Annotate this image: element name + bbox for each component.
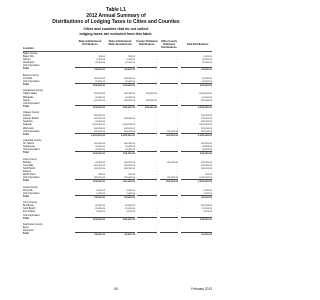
cell-value: - [160, 67, 178, 71]
cell-value: - [177, 170, 178, 174]
cell-value: xx,xxx.xx [202, 207, 212, 211]
cell-value: - [160, 217, 178, 221]
cell-value: - [177, 126, 178, 130]
cell-value: - [137, 151, 157, 155]
cell-value: xxx,xxx.xx [124, 76, 135, 80]
cell-value: xx,xxx.xx [125, 207, 135, 211]
cell-value: - [156, 114, 157, 118]
cell-value: xx,xxx.xx [105, 67, 135, 71]
cell-value: x,xxx,xxx.xx [199, 92, 212, 96]
cell-value: - [156, 173, 157, 177]
cell-value: xx,xxx.xx [181, 232, 212, 236]
cell-value: xxx,xxx.xx [105, 151, 135, 155]
cell-value: xxx,xxx.xx [124, 126, 135, 130]
cell-value: - [177, 98, 178, 102]
row-label: Total [23, 232, 29, 236]
cell-value: - [177, 207, 178, 211]
row-label: Cannon Beach [23, 117, 39, 121]
cell-value: xxx,xxx.xx [201, 120, 212, 124]
row-label: Total [23, 83, 29, 87]
total-row [23, 151, 212, 154]
cell-value: xx,xxx.xx [202, 95, 212, 99]
cell-value: xxx,xxx.xx [201, 129, 212, 133]
cell-value: xxx,xxx.xx [105, 217, 135, 221]
row-label: Crook County [23, 185, 38, 189]
row-label: Milwaukie [23, 95, 34, 99]
row-label: Deschutes County [23, 222, 43, 226]
cell-value: x,xxx,xxx.xx [105, 133, 135, 137]
cell-value: x,xxx.xx [96, 58, 105, 62]
cell-value: - [177, 76, 178, 80]
cell-value: - [156, 163, 157, 167]
cell-value: - [177, 79, 178, 83]
cell-value: xx,xxx.xx [95, 204, 105, 208]
cell-value: xxx,xxx.xx [124, 176, 135, 180]
row-label: Haines [23, 58, 31, 62]
row-label: Columbia County [23, 139, 42, 142]
row-label: Unincorporated [23, 213, 40, 217]
row-label: Total [23, 179, 29, 183]
cell-value: - [177, 117, 178, 121]
row-label: Baker County [23, 52, 38, 55]
cell-value: x,xxx,xxx.xx [181, 133, 212, 137]
cell-value: - [156, 145, 157, 149]
cell-value: x,xxx.xx [203, 210, 212, 214]
cell-value: - [156, 58, 157, 62]
cell-value: - [177, 166, 178, 170]
table-number: Table L1 [106, 7, 126, 13]
cell-value: xxx,xxx.xx [105, 83, 135, 87]
cell-value: xxx,xx [128, 55, 135, 59]
cell-value: xxx,xxx.xx [124, 142, 135, 146]
cell-value: x,xxx.xx [203, 55, 212, 59]
total-row [23, 217, 212, 220]
cell-value: xx,xxx.xx [95, 95, 105, 99]
cell-value: - [177, 191, 178, 195]
row-label: Total [23, 132, 29, 136]
row-label: Bend [23, 226, 29, 229]
cell-value: - [156, 188, 157, 192]
cell-value: xxx,xxx.xx [94, 92, 105, 96]
cell-value: x,xxx,xxx.xx [122, 123, 135, 127]
cell-value: xxx,xxx.xx [137, 105, 157, 109]
cell-value: xxx,xxx.xx [167, 176, 178, 180]
total-row [23, 133, 212, 136]
cell-value: xxx,xxx.xx [201, 160, 212, 164]
cell-value: xxx,xxx.xx [201, 142, 212, 146]
cell-value: xx,xxx.xx [181, 67, 212, 71]
cell-value: - [156, 76, 157, 80]
footer-date: February 2013 [191, 287, 212, 291]
total-row [23, 105, 212, 108]
cell-value: xxx,xxx.xx [124, 160, 135, 164]
cell-value: - [177, 145, 178, 149]
cell-value: xx,xxx.xx [125, 145, 135, 149]
row-label: Scappoose [23, 145, 35, 149]
cell-value: x,xxx.xx [126, 58, 135, 62]
cell-value: x,xxx.xx [203, 191, 212, 195]
row-label: Clackamas County [23, 89, 44, 93]
cell-value: xxx,xxx.xx [160, 133, 178, 137]
row-label: Total [23, 194, 29, 198]
row-label: Gold Beach [23, 207, 36, 211]
cell-value: x,xxx,xxx.xx [181, 105, 212, 109]
cell-value: xxx,xxx.xx [75, 151, 105, 155]
cell-value: xxx,xxx.xx [105, 105, 135, 109]
cell-value: xx,xxx.xx [105, 232, 135, 236]
cell-value: x,xxx,xxx.xx [75, 133, 105, 137]
cell-value: xxx,xxx.xx [146, 98, 157, 102]
cell-value: xx,xxx.xx [202, 79, 212, 83]
cell-value: xxx,xxx.xx [124, 163, 135, 167]
total-row [23, 232, 212, 235]
cell-value: xxx,xxx.xx [105, 179, 135, 183]
cell-value: - [134, 114, 135, 118]
cell-value: xx,xxx.xx [202, 145, 212, 149]
cell-value: - [177, 64, 178, 68]
row-label: Coos County [23, 157, 37, 161]
cell-value: xx,xxx.xx [125, 79, 135, 83]
row-label: Gearhart [23, 120, 33, 124]
cell-value: - [177, 148, 178, 152]
col-header-county-ordinance: County Ordinance Distributions [136, 40, 158, 46]
row-label: Unincorporated [23, 101, 40, 105]
cell-value: x,xxx.xx [126, 191, 135, 195]
row-label: Happy Valley [23, 92, 37, 96]
cell-value: - [156, 213, 157, 217]
cell-value: - [156, 61, 157, 65]
cell-value: xx,xxx.xx [95, 145, 105, 149]
row-label: Unincorporated [23, 129, 40, 133]
cell-value: xxx.xx [128, 173, 135, 177]
cell-value: xxx,xxx.xx [75, 217, 105, 221]
cell-value: x,xxx.xx [126, 210, 135, 214]
cell-value: - [160, 83, 178, 87]
row-label: Curry County [23, 201, 38, 205]
cell-value: - [160, 151, 178, 155]
cell-value: - [156, 117, 157, 121]
row-label: Total [23, 104, 29, 108]
page-number: 60 [114, 287, 118, 291]
cell-value: xxx,xxx.xx [75, 83, 105, 87]
cell-value: - [156, 55, 157, 59]
cell-value: - [156, 148, 157, 152]
cell-value: xxx,xxx.xx [124, 98, 135, 102]
cell-value: x,xxx.xx [126, 188, 135, 192]
cell-value: xxx,xxx.xx [167, 160, 178, 164]
col-header-state-admin: State Administered Distributions [78, 40, 102, 46]
cell-value: - [156, 207, 157, 211]
cell-value: xxx,xxx.xx [94, 176, 105, 180]
cell-value: xx,xxx.xx [75, 67, 105, 71]
row-label: Seaside [23, 123, 32, 127]
cell-value: x,xxx.xx [96, 210, 105, 214]
cell-value: xxx,xx [98, 55, 105, 59]
cell-value: xx,xxx.xx [125, 61, 135, 65]
cell-value: xxx,xxx.xx [201, 114, 212, 118]
row-label: Coos Bay [23, 163, 34, 167]
table-title-line-2: Distributions of Lodging Taxes to Cities and Counties [52, 19, 180, 25]
cell-value: xx,xxx.xx [105, 195, 135, 199]
cell-value: - [156, 229, 157, 233]
cell-value: - [177, 114, 178, 118]
cell-value: - [177, 95, 178, 99]
row-label: Prineville [23, 188, 33, 192]
cell-value: xxx,xxx.xx [94, 142, 105, 146]
row-label: Redmond [23, 229, 34, 233]
cell-value: - [156, 120, 157, 124]
cell-value: xx,xxx.xx [125, 148, 135, 152]
row-label: St. Helens [23, 142, 35, 146]
row-label: Unincorporated [23, 148, 40, 152]
cell-value: - [156, 123, 157, 127]
cell-value: - [137, 195, 157, 199]
cell-value: - [156, 64, 157, 68]
cell-value: x,xxx.xx [203, 188, 212, 192]
cell-value: xxx,xxx.xx [124, 92, 135, 96]
table-note-line-2: lodging taxes are excluded from this table. [79, 31, 153, 36]
cell-value: - [177, 188, 178, 192]
row-label: Warrenton [23, 126, 35, 130]
row-label: Corvallis [23, 76, 33, 80]
cell-value: xxx,xxx.xx [201, 126, 212, 130]
cell-value: - [177, 61, 178, 65]
cell-value: - [177, 58, 178, 62]
cell-value: - [137, 83, 157, 87]
cell-value: - [137, 179, 157, 183]
cell-value: xx,xxx.xx [95, 120, 105, 124]
cell-value: xxx,xxx.xx [94, 114, 105, 118]
table-title-line-1: 2012 Annual Summary of [86, 13, 146, 19]
cell-value: - [156, 226, 157, 229]
cell-value: x,xxx.xx [96, 191, 105, 195]
cell-value: - [156, 142, 157, 146]
cell-value: - [177, 213, 178, 217]
cell-value: xx,xxx.xx [181, 195, 212, 199]
cell-value: - [177, 142, 178, 146]
row-label: Benton County [23, 73, 39, 77]
row-label: Unincorporated [23, 79, 40, 83]
cell-value: xx,xxx.xx [202, 58, 212, 62]
cell-value: xx,xxx.xx [95, 207, 105, 211]
cell-value: - [177, 55, 178, 59]
cell-value: - [156, 210, 157, 214]
cell-value: - [156, 79, 157, 83]
cell-value: xxx,xxx.xx [124, 166, 135, 170]
cell-value: xxx,xxx.xx [124, 117, 135, 121]
row-label: Total [23, 67, 29, 71]
cell-value: - [177, 101, 178, 105]
cell-value: xxx,xxx.xx [201, 204, 212, 208]
cell-value: xxx,xxx.xx [124, 129, 135, 133]
cell-value: - [156, 166, 157, 170]
row-label: Unincorporated [23, 191, 40, 195]
cell-value: x,xxx,xxx.xx [181, 179, 212, 183]
cell-value: x,xxx,xxx.xx [92, 123, 105, 127]
cell-value: x,xxx,xxx.xx [199, 123, 212, 127]
cell-value: xx,xxx.xx [202, 61, 212, 65]
cell-value: xxx,xxx.xx [94, 163, 105, 167]
cell-value: xxx.xx [98, 173, 105, 177]
row-label: Total [23, 216, 29, 220]
row-label: Brookings [23, 204, 34, 208]
total-row [23, 195, 212, 198]
cell-value: - [156, 170, 157, 174]
cell-value: xxx,xxx.xx [201, 98, 212, 102]
cell-value: xxx,xxx.xx [75, 179, 105, 183]
row-label: Powers [23, 170, 31, 174]
cell-value: xx,xxx.xx [75, 232, 105, 236]
cell-value: - [160, 232, 178, 236]
cell-value: - [156, 160, 157, 164]
col-header-state-multi: State Administered Multi-Jurisdictional [108, 40, 132, 46]
row-label: Clatsop County [23, 111, 40, 115]
cell-value: - [137, 217, 157, 221]
row-label: Bandon [23, 160, 32, 164]
cell-value: - [137, 133, 157, 137]
cell-value: xxx,xxx.xx [94, 117, 105, 121]
cell-value: xx,xxx.xx [95, 160, 105, 164]
cell-value: - [137, 232, 157, 236]
cell-value: - [177, 120, 178, 124]
cell-value: xxx,xxx.xx [94, 126, 105, 130]
distribution-table [23, 52, 212, 238]
cell-value: - [156, 126, 157, 130]
cell-value: - [177, 123, 178, 127]
cell-value: - [156, 95, 157, 99]
cell-value: xxx,xxx.xx [146, 92, 157, 96]
cell-value: - [156, 176, 157, 180]
cell-value: xxx.xx [205, 173, 212, 177]
cell-value: - [156, 129, 157, 133]
row-label: Unincorporated [23, 64, 40, 68]
cell-value: - [137, 67, 157, 71]
cell-value: xx,xxx.xx [95, 61, 105, 65]
col-header-location: Location [23, 47, 34, 50]
row-label: Huntington [23, 61, 35, 65]
cell-value: xxx,xxx.xx [201, 166, 212, 170]
cell-value: x,xxx,xxx.xx [199, 176, 212, 180]
cell-value: xx,xxx.xx [95, 79, 105, 83]
cell-value: xx,xxx.xx [202, 148, 212, 152]
row-label: Unincorporated [23, 176, 40, 180]
table-note-line-1: Cities and counties that do not collect [83, 27, 149, 31]
cell-value: - [177, 204, 178, 208]
row-label: Astoria [23, 114, 31, 118]
row-label: North Bend [23, 166, 36, 170]
row-label: Sandy [23, 98, 30, 102]
cell-value: xx,xxx.xx [75, 195, 105, 199]
cell-value: xx,xxx.xx [202, 76, 212, 80]
cell-value: xxx,xxx.xx [75, 105, 105, 109]
cell-value: - [156, 204, 157, 208]
cell-value: - [177, 226, 178, 229]
cell-value: xxx,xxx.xx [94, 129, 105, 133]
col-header-total: Total Distributions [186, 43, 209, 46]
cell-value: xx,xxx.xx [95, 148, 105, 152]
cell-value: xxx,xxx.xx [181, 217, 212, 221]
cell-value: - [160, 195, 178, 199]
row-label: Baker City [23, 55, 35, 59]
col-header-county-other: Other County Ordinance Distributions [161, 40, 177, 49]
total-row [23, 83, 212, 86]
cell-value: - [156, 191, 157, 195]
cell-value: xxx,xxx.xx [160, 179, 178, 183]
cell-value: xxx,xxx.xx [94, 166, 105, 170]
cell-value: - [177, 210, 178, 214]
cell-value: xxx,xxx.xx [94, 76, 105, 80]
row-label: Total [23, 151, 29, 155]
cell-value: xxx,xxx.xx [181, 83, 212, 87]
total-row [23, 179, 212, 182]
cell-value: xxx,xxx.xx [94, 98, 105, 102]
cell-value: - [160, 105, 178, 109]
cell-value: xx,xxx.xx [125, 204, 135, 208]
cell-value: - [177, 229, 178, 233]
cell-value: xxx,xxx.xx [181, 151, 212, 155]
cell-value: x,xxx.xx [96, 188, 105, 192]
cell-value: - [177, 163, 178, 167]
cell-value: - [177, 173, 178, 177]
row-label: Myrtle Point [23, 173, 36, 177]
cell-value: xxx,xxx.xx [201, 117, 212, 121]
cell-value: - [177, 92, 178, 96]
total-row [23, 67, 212, 70]
cell-value: xxx,xxx.xx [167, 129, 178, 133]
cell-value: xx,xxx.xx [125, 95, 135, 99]
cell-value: xxx,xxx.xx [201, 163, 212, 167]
row-label: Port Orford [23, 210, 35, 214]
cell-value: - [134, 120, 135, 124]
